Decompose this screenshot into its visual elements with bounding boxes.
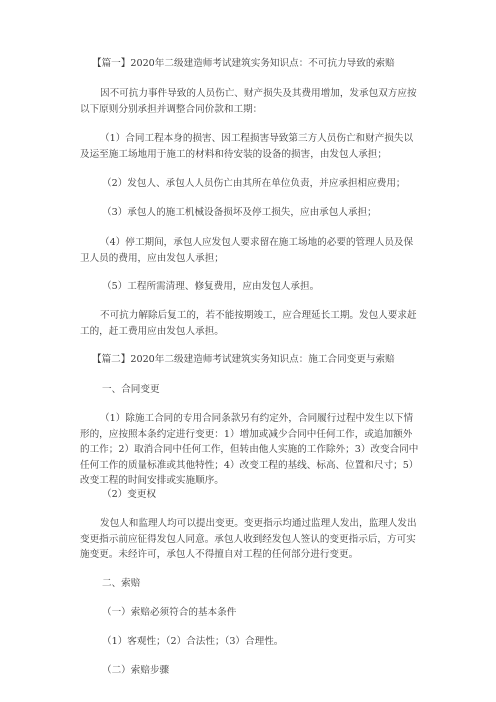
article1-closing: 不可抗力解除后复工的，若不能按期竣工，应合理延长工期。发包人要求赶工的，赶工费用应由发包人承担。 <box>80 310 417 337</box>
article1-item-3: （3）承包人的施工机械设备损坏及停工损失，应由承包人承担； <box>102 207 377 218</box>
article2-heading: 【篇二】2020年二级建造师考试建筑实务知识点：施工合同变更与索赔 <box>92 354 395 365</box>
change-right-text: 发包人和监理人均可以提出变更。变更指示均通过监理人发出，监理人发出变更指示前应征得发包人同意。承包人收到经发包人签认的变更指示后，方可实施变更。未经许可，承包人不得擅自对工程的任何部分进行变更。 <box>80 518 417 560</box>
article1-intro: 因不可抗力事件导致的人员伤亡、财产损失及其费用增加，发承包双方应按以下原则分别承担并调整合同价款和工期： <box>80 88 417 115</box>
contract-change-text: （1）除施工合同的专用合同条款另有约定外，合同履行过程中发生以下情形的，应按照本条约定进行变更：1）增加或减少合同中任何工作，或追加额外的工作；2）取消合同中任何工作，但转由他人实施的工作除外；3）改变合同中任何工作的质量标准或其他特性；4）改变工程的基线、标高、位置和尺寸；5）改变工程的时间安排或实施顺序。 <box>80 413 419 486</box>
article1-item-1: （1）合同工程本身的损害、因工程损害导致第三方人员伤亡和财产损失以及运至施工场地用于施工的材料和待安装的设备的损害，由发包人承担； <box>80 133 414 160</box>
article1-heading: 【篇一】2020年二级建造师考试建筑实务知识点：不可抗力导致的索赔 <box>92 58 395 69</box>
change-right-title: （2）变更权 <box>102 489 157 500</box>
claim-conditions-text: （1）客观性；（2）合法性；（3）合理性。 <box>102 636 284 647</box>
section-claim-title: 二、索赔 <box>102 578 141 589</box>
claim-conditions-title: （一）索赔必须符合的基本条件 <box>102 607 237 618</box>
article1-item-4: （4）停工期间，承包人应发包人要求留在施工场地的必要的管理人员及保卫人员的费用，应由发包人承担； <box>80 237 414 264</box>
article1-item-5: （5）工程所需清理、修复费用，应由发包人承担。 <box>102 281 320 292</box>
section-contract-change-title: 一、合同变更 <box>102 384 160 395</box>
article1-item-2: （2）发包人、承包人人员伤亡由其所在单位负责，并应承担相应费用； <box>102 178 406 189</box>
claim-steps-title: （二）索赔步骤 <box>102 665 170 676</box>
